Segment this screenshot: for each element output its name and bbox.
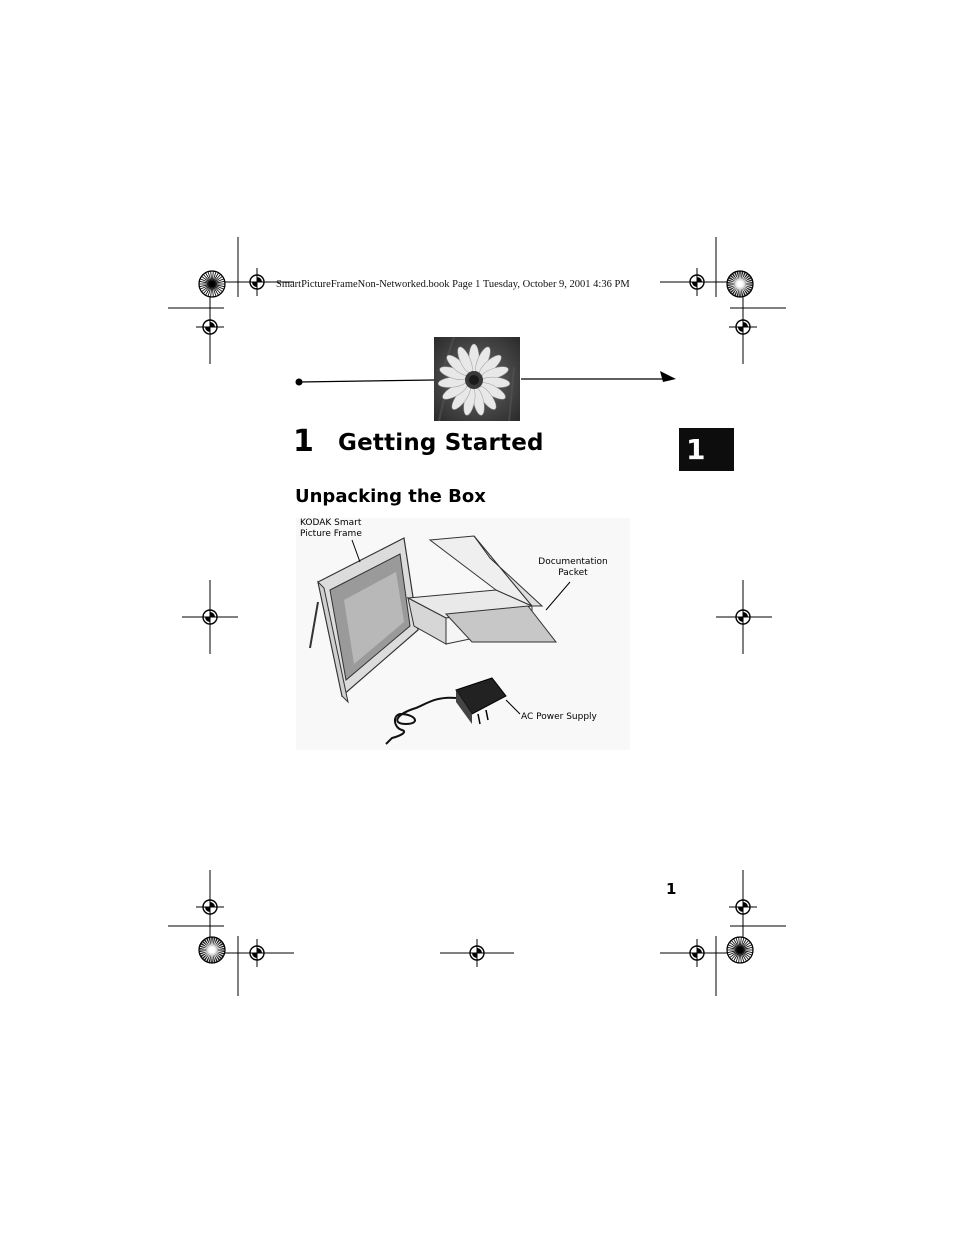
daisy-photo xyxy=(434,337,520,421)
starburst-mark-icon xyxy=(199,937,225,963)
starburst-mark-icon xyxy=(727,271,753,297)
chapter-tab: 1 xyxy=(679,428,734,471)
page-number: 1 xyxy=(666,880,677,898)
callout-docs-line2: Packet xyxy=(558,568,588,578)
callout-documentation xyxy=(536,557,610,579)
callout-frame-line2: Picture Frame xyxy=(300,529,362,539)
banner-arrow-icon xyxy=(660,371,676,382)
banner-line-left xyxy=(299,380,434,382)
callout-frame-line1: KODAK Smart xyxy=(300,518,362,528)
callout-frame xyxy=(300,518,362,540)
section-title: Unpacking the Box xyxy=(295,486,486,507)
callout-docs-line1: Documentation xyxy=(538,557,608,567)
print-header: SmartPictureFrameNon-Networked.book Page 1 Tuesday, October 9, 2001 4:36 PM xyxy=(276,279,630,290)
starburst-mark-icon xyxy=(727,937,753,963)
chapter-title: Getting Started xyxy=(338,430,544,456)
chapter-number: 1 xyxy=(293,424,314,459)
callout-power-supply: AC Power Supply xyxy=(521,712,597,722)
starburst-mark-icon xyxy=(199,271,225,297)
